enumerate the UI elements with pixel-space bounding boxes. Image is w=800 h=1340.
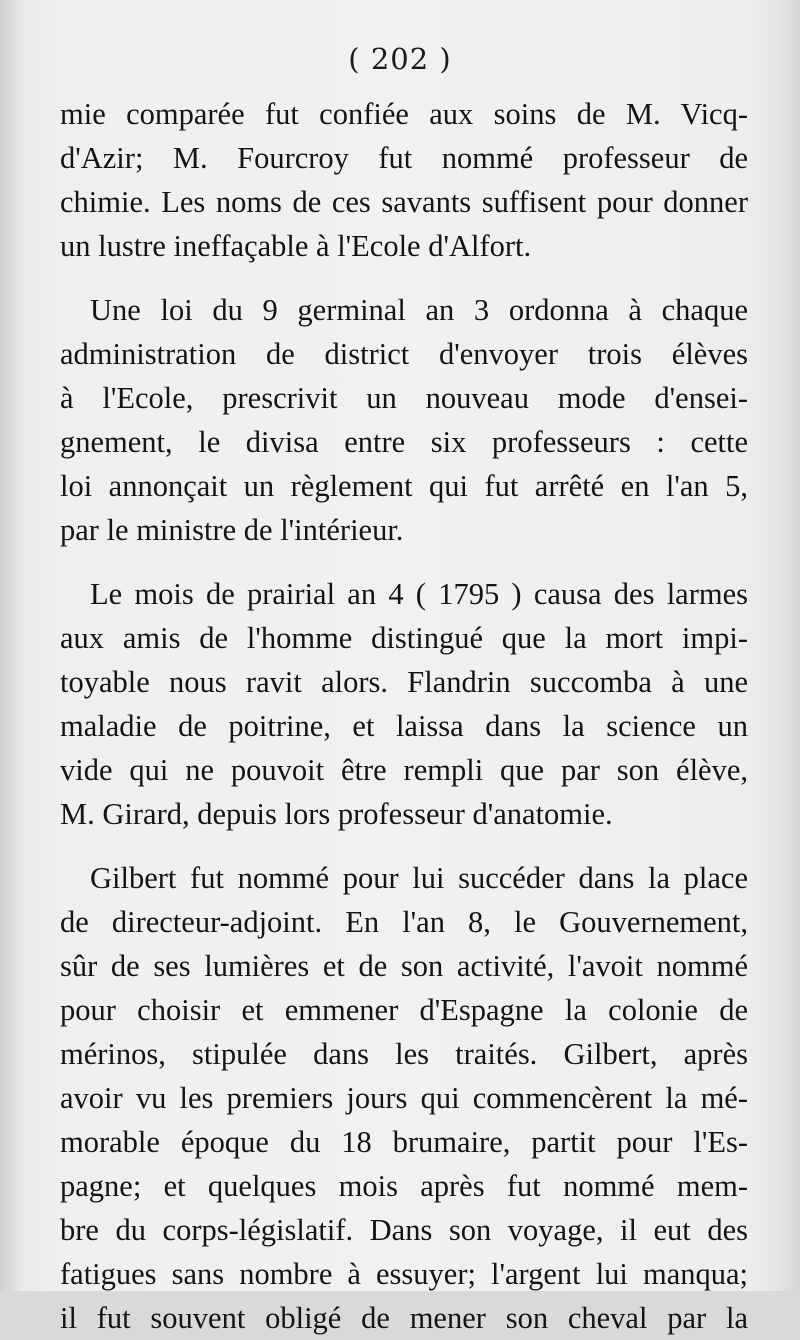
text-line: Gilbert fut nommé pour lui succéder dans la place [90,861,748,895]
text-line: pour choisir et emmener d'Espagne la colonie de [60,993,748,1027]
text-line: à l'Ecole, prescrivit un nouveau mode d'ensei- [60,381,748,415]
text-line: vide qui ne pouvoit être rempli que par son élève, [60,753,748,787]
text-line: toyable nous ravit alors. Flandrin succomba à une [60,665,748,699]
text-line: d'Azir; M. Fourcroy fut nommé professeur de [60,141,748,175]
paragraph [60,288,748,552]
text-line: sûr de ses lumières et de son activité, l'avoit nommé [60,949,748,983]
text-line: gnement, le divisa entre six professeurs : cette [60,425,748,459]
text-line: morable époque du 18 brumaire, partit pour l'Es- [60,1125,748,1159]
text-line: chimie. Les noms de ces savants suffisent pour donner [60,185,748,219]
text-line: mie comparée fut confiée aux soins de M. Vicq- [60,97,748,131]
paragraph [60,572,748,836]
text-line: maladie de poitrine, et laissa dans la science un [60,709,748,743]
text-line: fatigues sans nombre à essuyer; l'argent lui manqua; [60,1257,748,1291]
text-line: aux amis de l'homme distingué que la mort impi- [60,621,748,655]
page-number: ( 202 ) [348,42,452,76]
text-line: loi annonçait un règlement qui fut arrêté en l'an 5, [60,469,748,503]
text-line: il fut souvent obligé de mener son cheval par la [60,1301,748,1335]
text-line: bre du corps-législatif. Dans son voyage, il eut des [60,1213,748,1247]
paragraph [60,92,748,268]
text-line: administration de district d'envoyer trois élèves [60,337,748,371]
text-line: Une loi du 9 germinal an 3 ordonna à chaque [90,293,748,327]
text-line: avoir vu les premiers jours qui commencèrent la mé- [60,1081,748,1115]
text-line: de directeur-adjoint. En l'an 8, le Gouvernement, [60,905,748,939]
text-line: M. Girard, depuis lors professeur d'anatomie. [60,797,613,831]
text-line: par le ministre de l'intérieur. [60,513,404,547]
text-line: un lustre ineffaçable à l'Ecole d'Alfort. [60,229,532,263]
text-line: mérinos, stipulée dans les traités. Gilbert, après [60,1037,748,1071]
page-text [60,92,748,1340]
text-line: Le mois de prairial an 4 ( 1795 ) causa des larmes [90,577,748,611]
text-line: pagne; et quelques mois après fut nommé mem- [60,1169,748,1203]
paragraph [60,856,748,1340]
